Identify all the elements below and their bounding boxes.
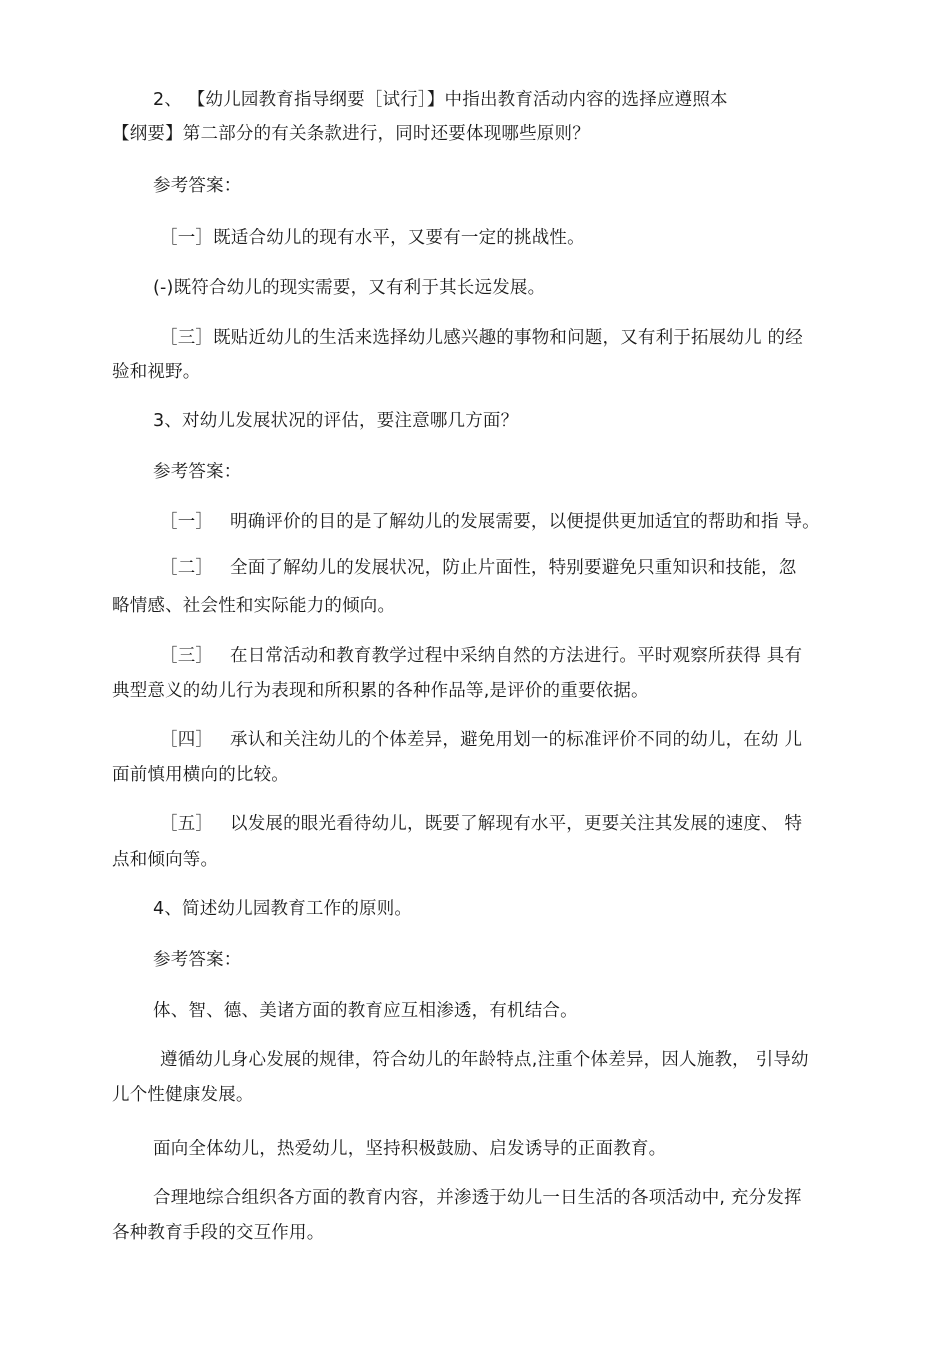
q4-principle-2-line-1: 遵循幼儿身心发展的规律，符合幼儿的年龄特点,注重个体差异，因人施教， 引导幼 [160, 1050, 809, 1070]
q3-item-4-label: ［四］ [160, 730, 214, 750]
q2-answer-label: 参考答案： [153, 176, 242, 196]
q4-principle-2-line-2: 儿个性健康发展。 [112, 1085, 254, 1105]
q3-item-3-line-2: 典型意义的幼儿行为表现和所积累的各种作品等,是评价的重要依据。 [112, 681, 649, 701]
q3-item-2-line-2: 略情感、社会性和实际能力的倾向。 [112, 596, 396, 616]
q3-item-3-text: 在日常活动和教育教学过程中采纳自然的方法进行。平时观察所获得 具有 [230, 646, 803, 666]
q3-item-3 [160, 644, 847, 668]
q3-item-4 [160, 728, 847, 752]
q3-item-1-label: ［一］ [160, 512, 214, 532]
q4-answer-label: 参考答案： [153, 950, 242, 970]
question-4-title: 4、简述幼儿园教育工作的原则。 [153, 899, 413, 919]
q2-answer-item-3-line-1: ［三］既贴近幼儿的生活来选择幼儿感兴趣的事物和问题，又有利于拓展幼儿 的经 [160, 328, 803, 348]
q3-item-1-text: 明确评价的目的是了解幼儿的发展需要，以便提供更加适宜的帮助和指 导。 [230, 512, 820, 532]
q4-principle-4-line-1: 合理地综合组织各方面的教育内容，并渗透于幼儿一日生活的各项活动中, 充分发挥 [153, 1188, 802, 1208]
q3-item-1 [160, 510, 847, 534]
q3-item-5-text: 以发展的眼光看待幼儿，既要了解现有水平，更要关注其发展的速度、 特 [230, 814, 803, 834]
q3-item-4-text: 承认和关注幼儿的个体差异，避免用划一的标准评价不同的幼儿，在幼 儿 [230, 730, 803, 750]
q3-item-4-line-2: 面前慎用横向的比较。 [112, 765, 289, 785]
q3-item-5-label: ［五］ [160, 814, 214, 834]
q2-answer-item-2: (-)既符合幼儿的现实需要，又有利于其长远发展。 [153, 278, 546, 298]
q3-item-2 [160, 556, 847, 580]
q3-item-2-text: 全面了解幼儿的发展状况，防止片面性，特别要避免只重知识和技能，忽 [230, 558, 797, 578]
question-2-line-2: 【纲要】第二部分的有关条款进行，同时还要体现哪些原则？ [112, 124, 590, 144]
question-3-title: 3、对幼儿发展状况的评估，要注意哪几方面？ [153, 411, 519, 431]
q3-answer-label: 参考答案： [153, 462, 242, 482]
q2-answer-item-3-line-2: 验和视野。 [112, 362, 201, 382]
q3-item-2-label: ［二］ [160, 558, 214, 578]
q3-item-5-line-2: 点和倾向等。 [112, 850, 219, 870]
q3-item-5 [160, 812, 847, 836]
question-2-line-1: 2、 【幼儿园教育指导纲要［试行］】中指出教育活动内容的选择应遵照本 [153, 90, 728, 110]
q3-item-3-label: ［三］ [160, 646, 214, 666]
q4-principle-1: 体、智、德、美诸方面的教育应互相渗透，有机结合。 [153, 1001, 578, 1021]
q4-principle-4-line-2: 各种教育手段的交互作用。 [112, 1223, 325, 1243]
q4-principle-3: 面向全体幼儿，热爱幼儿，坚持积极鼓励、启发诱导的正面教育。 [153, 1139, 667, 1159]
q2-answer-item-1: ［一］既适合幼儿的现有水平，又要有一定的挑战性。 [160, 228, 585, 248]
